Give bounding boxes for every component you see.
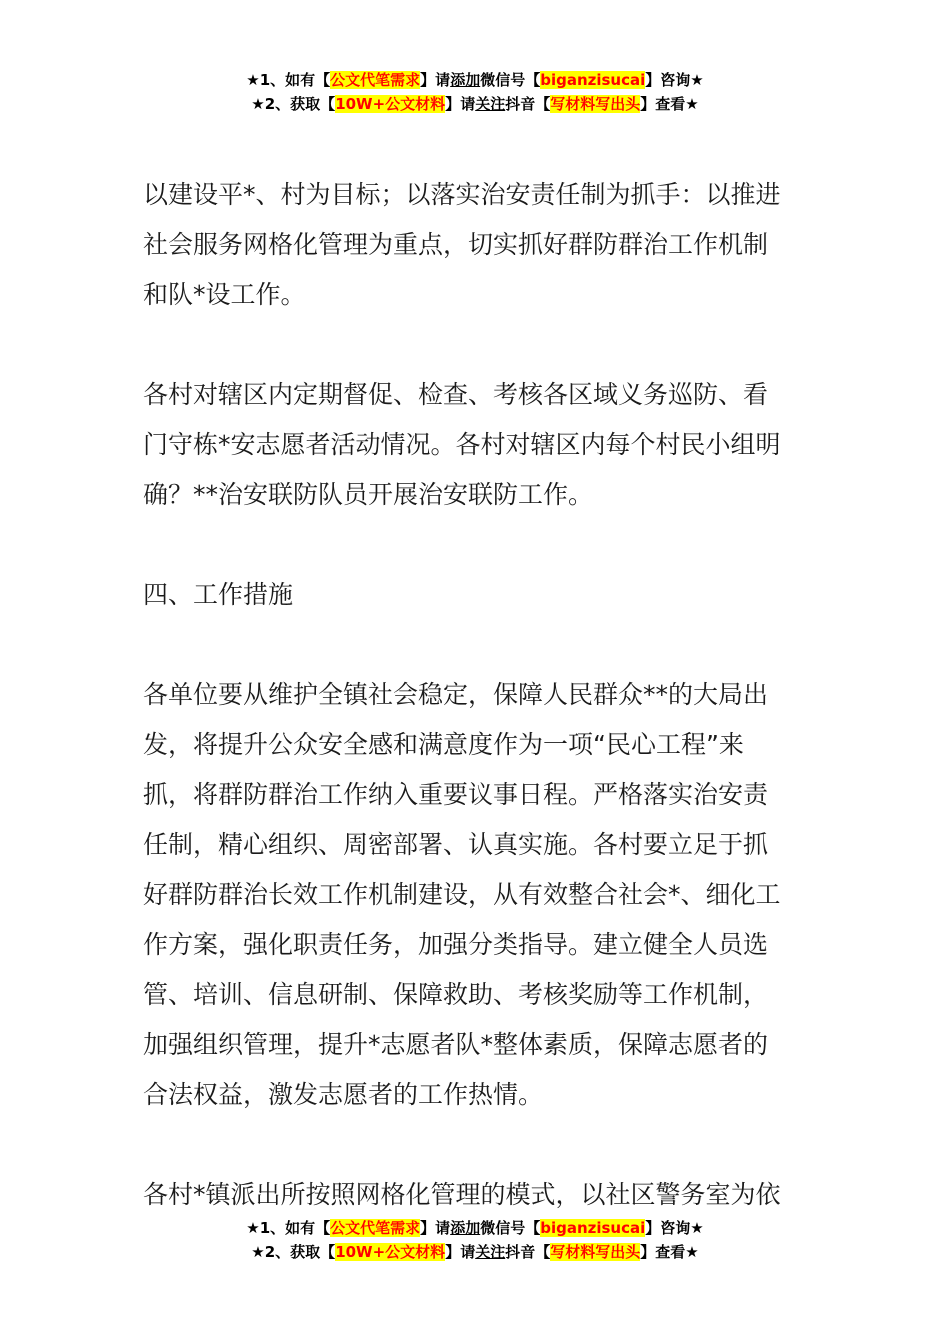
- text-line: 门守栋*安志愿者活动情况。各村对辖区内每个村民小组明: [143, 430, 781, 459]
- heading-text: 四、工作措施: [143, 580, 294, 609]
- banner-wechat-id: biganzisucai: [540, 1219, 646, 1237]
- banner-text: 微信号【: [480, 71, 541, 89]
- banner-line-1: [0, 1216, 950, 1240]
- text-line: 好群防群治长效工作机制建设，从有效整合社会*、细化工: [143, 880, 781, 909]
- paragraph: [143, 670, 811, 1120]
- banner-text: 】查看★: [640, 95, 699, 113]
- banner-text: 】请: [420, 1219, 451, 1237]
- text-line: 合法权益，激发志愿者的工作热情。: [143, 1080, 544, 1109]
- text-line: 确？**治安联防队员开展治安联防工作。: [143, 480, 594, 509]
- paragraph: [143, 370, 811, 520]
- banner-text: 】咨询★: [645, 1219, 704, 1237]
- banner-text: 】请: [445, 1243, 476, 1261]
- text-line: 和队*设工作。: [143, 280, 306, 309]
- banner-text: ★2、获取【: [251, 95, 336, 113]
- section-heading: [143, 570, 811, 620]
- banner-underlined: 添加: [450, 1219, 481, 1237]
- text-line: 管、培训、信息研制、保障救助、考核奖励等工作机制，: [143, 980, 769, 1009]
- text-line: 各村*镇派出所按照网格化管理的模式，以社区警务室为依: [143, 1180, 781, 1209]
- banner-highlight: 10W+公文材料: [335, 1243, 446, 1261]
- document-body: [143, 170, 811, 1270]
- header-banner: [0, 68, 950, 116]
- banner-line-2: [0, 92, 950, 116]
- banner-underlined: 关注: [475, 1243, 506, 1261]
- text-line: 各村对辖区内定期督促、检查、考核各区域义务巡防、看: [143, 380, 769, 409]
- banner-text: 】请: [420, 71, 451, 89]
- footer-banner: [0, 1216, 950, 1264]
- banner-text: 】查看★: [640, 1243, 699, 1261]
- banner-text: ★1、如有【: [246, 1219, 331, 1237]
- text-line: 社会服务网格化管理为重点，切实抓好群防群治工作机制: [143, 230, 769, 259]
- banner-text: 】咨询★: [645, 71, 704, 89]
- banner-wechat-id: biganzisucai: [540, 71, 646, 89]
- banner-line-2: [0, 1240, 950, 1264]
- text-line: 发，将提升公众安全感和满意度作为一项“民心工程”来: [143, 730, 744, 759]
- banner-highlight: 公文代笔需求: [330, 1219, 421, 1237]
- banner-underlined: 关注: [475, 95, 506, 113]
- text-line: 作方案，强化职责任务，加强分类指导。建立健全人员选: [143, 930, 769, 959]
- text-line: 任制，精心组织、周密部署、认真实施。各村要立足于抓: [143, 830, 769, 859]
- text-line: 抓，将群防群治工作纳入重要议事日程。严格落实治安责: [143, 780, 769, 809]
- banner-douyin-id: 写材料写出头: [550, 95, 641, 113]
- banner-highlight: 10W+公文材料: [335, 95, 446, 113]
- banner-text: 抖音【: [505, 1243, 551, 1261]
- banner-douyin-id: 写材料写出头: [550, 1243, 641, 1261]
- banner-text: 微信号【: [480, 1219, 541, 1237]
- banner-text: ★1、如有【: [246, 71, 331, 89]
- paragraph: [143, 170, 811, 320]
- banner-line-1: [0, 68, 950, 92]
- banner-text: 】请: [445, 95, 476, 113]
- banner-text: ★2、获取【: [251, 1243, 336, 1261]
- banner-underlined: 添加: [450, 71, 481, 89]
- text-line: 加强组织管理，提升*志愿者队*整体素质，保障志愿者的: [143, 1030, 769, 1059]
- paragraph: [143, 1170, 811, 1220]
- banner-text: 抖音【: [505, 95, 551, 113]
- text-line: 各单位要从维护全镇社会稳定，保障人民群众**的大局出: [143, 680, 769, 709]
- banner-highlight: 公文代笔需求: [330, 71, 421, 89]
- text-line: 以建设平*、村为目标；以落实治安责任制为抓手：以推进: [143, 180, 781, 209]
